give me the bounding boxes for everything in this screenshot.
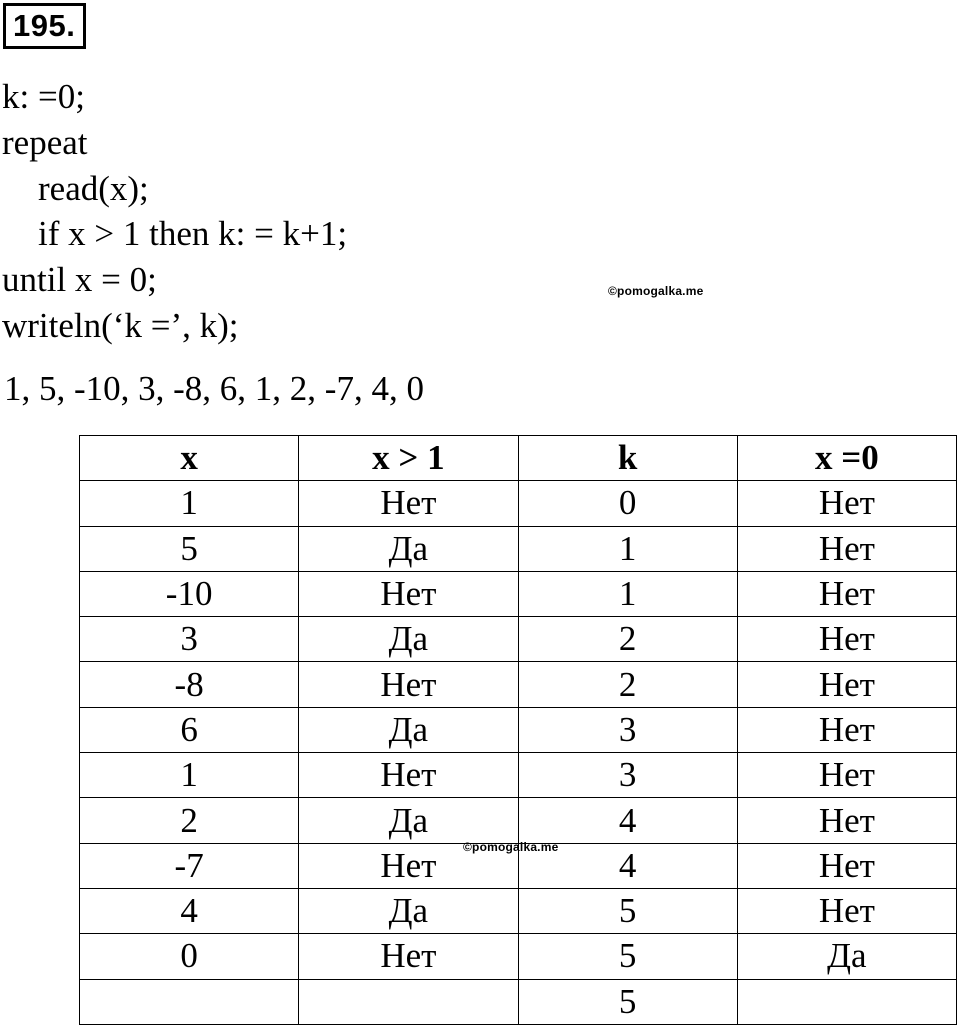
table-cell xyxy=(299,979,518,1024)
table-row xyxy=(80,753,957,798)
table-cell: 4 xyxy=(518,798,737,843)
code-line: until x = 0; xyxy=(2,260,157,300)
table-row xyxy=(80,934,957,979)
table-cell: 1 xyxy=(518,571,737,616)
table-cell: -10 xyxy=(80,571,299,616)
table-row xyxy=(80,617,957,662)
column-header-x-gt-1: x > 1 xyxy=(299,436,518,481)
input-sequence: 1, 5, -10, 3, -8, 6, 1, 2, -7, 4, 0 xyxy=(4,369,424,408)
table-cell: Нет xyxy=(299,753,518,798)
table-cell: Нет xyxy=(737,526,956,571)
code-line: if x > 1 then k: = k+1; xyxy=(38,214,348,254)
table-cell: -8 xyxy=(80,662,299,707)
table-cell: Да xyxy=(299,707,518,752)
table-cell xyxy=(80,979,299,1024)
table-cell: Нет xyxy=(299,934,518,979)
table-cell: 1 xyxy=(80,481,299,526)
table-cell: Нет xyxy=(737,662,956,707)
table-cell: Да xyxy=(299,526,518,571)
table-cell: Да xyxy=(299,888,518,933)
table-cell: Да xyxy=(299,617,518,662)
table-cell: Нет xyxy=(737,843,956,888)
watermark: ©pomogalka.me xyxy=(608,284,704,298)
table-cell: 6 xyxy=(80,707,299,752)
table-cell: -7 xyxy=(80,843,299,888)
table-cell: Нет xyxy=(737,753,956,798)
table-cell: Нет xyxy=(737,481,956,526)
table-cell: 3 xyxy=(80,617,299,662)
table-cell: Нет xyxy=(299,481,518,526)
column-header-x: x xyxy=(80,436,299,481)
task-number: 195. xyxy=(3,3,86,49)
table-cell: 4 xyxy=(80,888,299,933)
table-cell: Нет xyxy=(737,707,956,752)
table-cell: Нет xyxy=(737,571,956,616)
table-cell: 5 xyxy=(518,934,737,979)
table-cell: 0 xyxy=(80,934,299,979)
table-row xyxy=(80,888,957,933)
table-cell: 5 xyxy=(518,979,737,1024)
table-cell: 0 xyxy=(518,481,737,526)
table-cell: 1 xyxy=(518,526,737,571)
table-cell: 3 xyxy=(518,753,737,798)
watermark: ©pomogalka.me xyxy=(463,840,559,854)
table-cell: 5 xyxy=(518,888,737,933)
table-cell: 5 xyxy=(80,526,299,571)
code-block xyxy=(2,74,347,349)
table-cell: Да xyxy=(737,934,956,979)
table-cell: 4 xyxy=(518,843,737,888)
table-cell: 2 xyxy=(518,662,737,707)
table-cell: 3 xyxy=(518,707,737,752)
table-cell: 2 xyxy=(518,617,737,662)
table-cell: Нет xyxy=(299,662,518,707)
table-row xyxy=(80,481,957,526)
table-header-row xyxy=(80,436,957,481)
table-cell xyxy=(737,979,956,1024)
table-cell: Нет xyxy=(299,843,518,888)
table-cell: Да xyxy=(299,798,518,843)
table-row xyxy=(80,979,957,1024)
table-row xyxy=(80,526,957,571)
code-line: k: =0; xyxy=(2,77,85,116)
table-row xyxy=(80,662,957,707)
table-row xyxy=(80,707,957,752)
code-line: repeat xyxy=(2,122,88,162)
table-cell: 1 xyxy=(80,753,299,798)
table-cell: 2 xyxy=(80,798,299,843)
table-cell: Нет xyxy=(737,888,956,933)
table-row xyxy=(80,571,957,616)
column-header-k: k xyxy=(518,436,737,481)
code-line: read(x); xyxy=(38,168,149,208)
table-row xyxy=(80,798,957,843)
column-header-x-eq-0: x =0 xyxy=(737,436,956,481)
table-cell: Нет xyxy=(737,617,956,662)
table-body xyxy=(80,481,957,1025)
table-cell: Нет xyxy=(737,798,956,843)
trace-table xyxy=(79,435,957,1025)
table-cell: Нет xyxy=(299,571,518,616)
code-line: writeln(‘k =’, k); xyxy=(2,305,239,345)
